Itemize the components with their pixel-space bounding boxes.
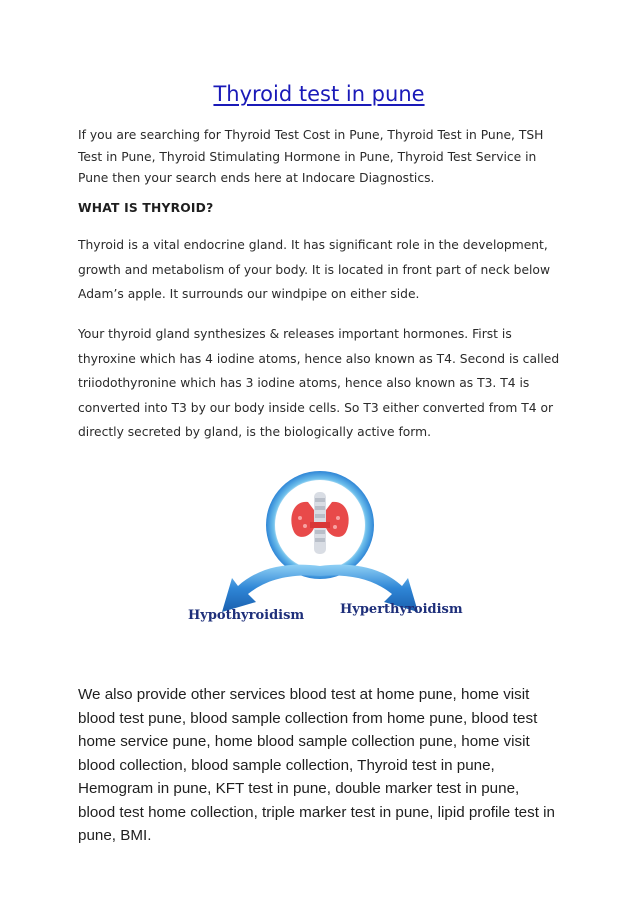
services-paragraph: We also provide other services blood test at home pune, home visit blood test pune, blood sample collection from home pune, blood test home service pune, home blood sample collection pune, home visit blood collection, blood sample collection, Thyroid test in pune, Hemogram in pune, KFT test in pune, double marker test in pune, blood test home collection, triple marker test in pune, lipid profile test in pune, BMI. <box>78 686 555 844</box>
page-title-link[interactable]: Thyroid test in pune <box>213 82 425 106</box>
hypothyroidism-label: Hypothyroidism <box>188 608 305 623</box>
hormones-paragraph: Your thyroid gland synthesizes & releases important hormones. First is thyroxine which has 4 iodine atoms, hence also known as T4. Second is called triiodothyronine which has 3 iodine atoms, hence also known as T3. T4 is converted into T3 by our body inside cells. So T3 either converted from T4 or directly secreted by gland, is the biologically active form. <box>78 327 560 439</box>
left-arrow <box>222 565 320 612</box>
section-heading: WHAT IS THYROID? <box>78 201 214 215</box>
thyroid-diagram-graphic <box>180 470 460 655</box>
intro-paragraph: If you are searching for Thyroid Test Cost in Pune, Thyroid Test in Pune, TSH Test in Pune, Thyroid Stimulating Hormone in Pune, Thyroid Test Service in Pune then your search ends here at Indocare Diagnostics. <box>78 128 544 185</box>
page-title <box>0 82 638 106</box>
thyroid-illustration <box>180 470 463 655</box>
thyroid-description-paragraph: Thyroid is a vital endocrine gland. It has significant role in the development, growth and metabolism of your body. It is located in front part of neck below Adam’s apple. It surrounds our windpipe on either side. <box>78 238 551 301</box>
hyperthyroidism-label: Hyperthyroidism <box>340 602 463 617</box>
